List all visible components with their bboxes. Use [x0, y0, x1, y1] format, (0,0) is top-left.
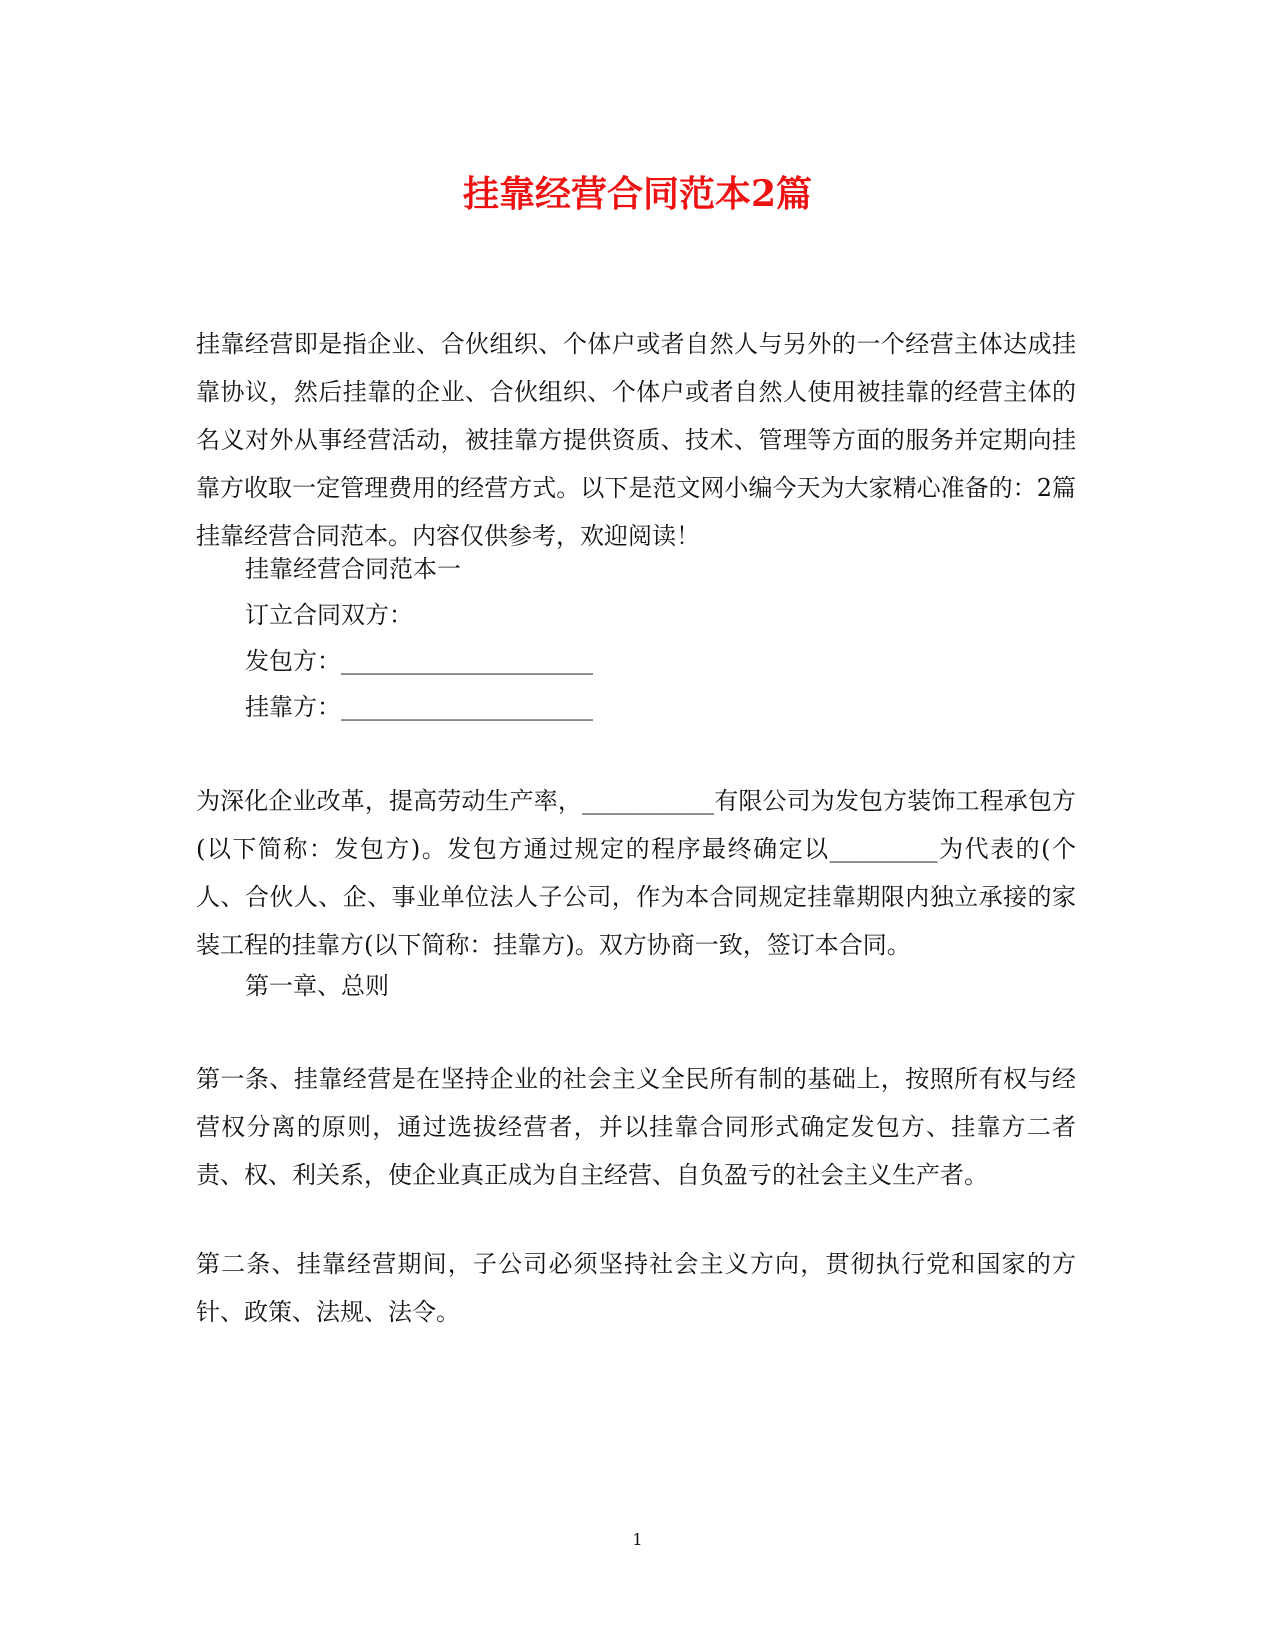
- intro-paragraph: 挂靠经营即是指企业、合伙组织、个体户或者自然人与另外的一个经营主体达成挂靠协议，然后挂靠的企业、合伙组织、个体户或者自然人使用被挂靠的经营主体的名义对外从事经营活动，被挂靠方提供资质、技术、管理等方面的服务并定期向挂靠方收取一定管理费用的经营方式。以下是范文网小编今天为大家精心准备的：2篇挂靠经营合同范本。内容仅供参考，欢迎阅读！: [196, 330, 1076, 550]
- preamble-paragraph: 为深化企业改革，提高劳动生产率，___________有限公司为发包方装饰工程承包方(以下简称：发包方)。发包方通过规定的程序最终确定以_________为代表的(个人、合伙人、企、事业单位法人子公司，作为本合同规定挂靠期限内独立承接的家装工程的挂靠方(以下简称：挂靠方)。双方协商一致，签订本合同。: [196, 787, 1076, 959]
- page-number: 1: [632, 1530, 643, 1549]
- document-title: 挂靠经营合同范本2篇: [462, 173, 813, 215]
- parties-heading: 订立合同双方：: [245, 601, 413, 629]
- party-b-line: 挂靠方：_____________________: [245, 693, 593, 721]
- section-heading: 挂靠经营合同范本一: [245, 555, 461, 583]
- chapter-heading: 第一章、总则: [245, 972, 389, 1000]
- article-2-paragraph: 第二条、挂靠经营期间，子公司必须坚持社会主义方向，贯彻执行党和国家的方针、政策、法规、法令。: [196, 1250, 1076, 1326]
- party-a-line: 发包方：_____________________: [245, 647, 593, 675]
- article-1-paragraph: 第一条、挂靠经营是在坚持企业的社会主义全民所有制的基础上，按照所有权与经营权分离的原则，通过选拔经营者，并以挂靠合同形式确定发包方、挂靠方二者责、权、利关系，使企业真正成为自主经营、自负盈亏的社会主义生产者。: [196, 1065, 1076, 1189]
